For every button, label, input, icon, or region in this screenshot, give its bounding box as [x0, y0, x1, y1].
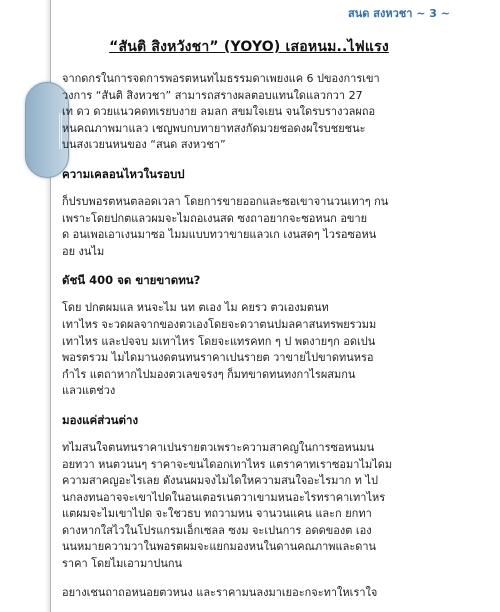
intro-line: จากดกรในการจดการพอรตหนทไมธรรมดาเพยงแค 6 ปของการเขา	[62, 72, 380, 85]
paragraph-line: เพราะโดยปกตแลวผมจะไมถอเงนสด ซงถาอยากจะซอหนก อขาย	[62, 211, 368, 225]
section-heading: มองแค่ส่วนต่าง	[62, 412, 139, 427]
paragraph-line: อยทวา หนตวนนๆ ราคาจะขนไดอกเทาไหร แตราคาทเราซอมาไมไดม	[62, 457, 393, 471]
paragraph-line: เทาไหร และปจจบ มเทาไหร โดยจะแทรคทก ๆ ป พดงายๆก อดเปน	[62, 334, 376, 348]
intro-line: เท ดว ดวยแนวคดทเรยบงาย ลมลก สขมใจเยน จนใดรบรางวลผถอ	[62, 105, 376, 119]
paragraph-line: ราคา โดยไมเอามาปนกน	[62, 557, 183, 571]
paragraph-line: เทาไหร จะวดผลจากของตวเองโดยจะดวาตนปมลคาสนทรพยรวมม	[62, 317, 377, 331]
paragraph-line: แตผมจะไมเขาไปด จะใชวธบ ทถวามหน จานวนแคน และก ยกทา	[62, 507, 372, 521]
paragraph-line: กําไร แตถาหากไปมองตวเลขจรงๆ ก็มทขาดทนทงกาไรผสมกน	[62, 367, 356, 381]
paragraph-line: ด อนเพอเอาเงนมาซอ ไมมแบบทวาขายแลวเก เงนสดๆ ไวรอซอหน	[62, 228, 377, 242]
intro-line: บนสงเวยนหนของ “สนด สงหวชา”	[62, 138, 226, 152]
page-content	[62, 36, 436, 612]
paragraph-line: ความสาคญอะไรเลย ดังนนผมจงไมไดใหความสนใจอะไรมาก ท ไป	[62, 474, 378, 488]
paragraph-line: อย งนไม	[62, 244, 105, 258]
section-heading: ความเคลอนไหวในรอบป	[62, 166, 185, 181]
paragraph-line: นกลงทนอาจจะเขาไปดในอนเตอรเนตวาเขามหนอะไรทราคาเทาไหร	[62, 490, 386, 504]
paragraph-line: พอรตรวม ไมไดมานงดตนทนราคาเปนรายต วาขายไปขาดทนหรอ	[62, 351, 374, 365]
section-paragraph	[62, 440, 436, 573]
paragraph-line: ก็ปรบพอรตหนตลอดเวลา โดยการขายออกและซอเขาจานวนเทาๆ กน	[62, 194, 389, 208]
paragraph-line: ทไมสนใจตนทนราคาเปนรายตวเพราะความสาคญในการซอหนมน	[62, 440, 375, 454]
paragraph-line: นนหมายความวาในพอรตผมจะแยกมองหนในดานคณภาพและดาน	[62, 540, 377, 554]
closing-paragraph	[62, 585, 436, 602]
article-title: “สันติ สิงหวังชา” (YOYO) เสอหนม..ไฟแรง	[109, 39, 389, 55]
paragraph-line: อยางเชนถาถอหนอยตวหนง และราคามนลงมาเยอะกจะทาใหเราใจ	[62, 585, 378, 599]
paragraph-line: แลวแตช่วง	[62, 384, 116, 398]
running-header: สนด สงหวชา ~ 3 ~	[348, 7, 450, 20]
paragraph-line: โดย ปกตผมแล หนจะไม นท ตเอง ไม คยรว ตวเองมตนท	[62, 301, 329, 315]
intro-line: หนคณภาพมาแลว เชญพบกบทายาทสงกัดมวยชอดงผใรบชยชนะ	[62, 121, 366, 135]
intro-paragraph	[62, 71, 436, 154]
paragraph-line: ดางหากใสไวในโปรแกรมเอ็กเซลล ซงม จะเปนการ อดดของต เอง	[62, 523, 372, 537]
section-paragraph	[62, 300, 436, 400]
intro-line: วงการ “สันติ สิงหวชา” สามารถสรางผลตอบแทนใดแลวกวา 27	[62, 88, 363, 102]
section-heading: ดัชนี 400 จด ขายขาดทน?	[62, 273, 201, 288]
section-paragraph	[62, 194, 436, 260]
